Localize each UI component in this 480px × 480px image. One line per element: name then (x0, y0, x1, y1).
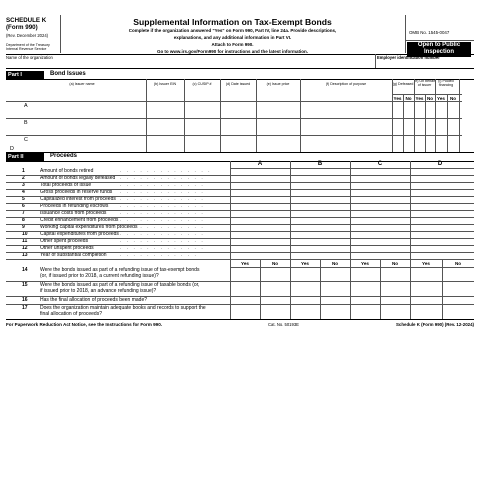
q14-text-line2: (or, if issued prior to 2018, a current refunding issue)? (40, 273, 159, 280)
line-text: Other unspent proceeds (40, 245, 94, 251)
c-yes: Yes (361, 261, 369, 266)
row-rule (6, 252, 474, 253)
row-rule (6, 189, 474, 190)
ein-divider (375, 54, 376, 68)
row-rule (6, 238, 474, 239)
line-text: Capital expenditures from proceeds (40, 231, 119, 237)
line-text: Total proceeds of issue (40, 182, 92, 188)
footer-notice: For Paperwork Reduction Act Notice, see the Instructions for Form 990. (6, 322, 163, 327)
issue-row-b: B (24, 120, 28, 126)
q14-text (40, 267, 199, 280)
yn-col-divider (410, 259, 411, 319)
d-yes: Yes (422, 261, 430, 266)
line-number: 4 (22, 189, 25, 195)
part1-col-divider (220, 79, 221, 152)
line-text: Amount of bonds retired (40, 168, 94, 174)
line-text: Issuance costs from proceeds (40, 210, 107, 216)
part2-bottom-rule (6, 319, 474, 320)
row-rule (6, 224, 474, 225)
yn-col-divider (230, 259, 231, 319)
yn-col-divider (290, 259, 291, 319)
line-number: 7 (22, 210, 25, 216)
line-text: Working capital expenditures from proceeds (40, 224, 138, 230)
line-number: 10 (22, 231, 28, 237)
q15-text-line2: if issued prior to 2018, an advance refunding issue)? (40, 288, 157, 295)
part2-col-d: D (437, 161, 443, 167)
part1-col-divider (392, 79, 393, 152)
amount-col-divider (350, 161, 351, 259)
q15-number: 15 (22, 282, 28, 288)
omb-divider (405, 40, 474, 41)
line-number: 8 (22, 217, 25, 223)
amount-col-divider (290, 161, 291, 259)
schedule-label: SCHEDULE K (6, 17, 47, 24)
line-text: Proceeds in refunding escrows (40, 203, 109, 209)
part1-tag: Part I (6, 71, 44, 79)
part1-col-divider (300, 79, 301, 152)
row-rule (6, 203, 474, 204)
yn-col-divider (380, 259, 381, 319)
defeased-no: No (405, 96, 412, 101)
line-text: Capitalized interest from proceeds (40, 196, 116, 202)
line-number: 5 (22, 196, 25, 202)
part1-col-divider (435, 79, 436, 152)
line-number: 13 (22, 252, 28, 258)
line-number: 11 (22, 238, 28, 244)
part1-col-divider (459, 79, 460, 152)
line-text: Other spent proceeds (40, 238, 89, 244)
col-issuer-ein: (b) Issuer EIN (153, 82, 177, 86)
row-rule (6, 259, 474, 260)
part2-col-c: C (377, 161, 383, 167)
part1-title: Bond Issues (50, 71, 86, 77)
issue-row-c: C (24, 137, 28, 143)
line-text: Year of substantial completion (40, 252, 107, 258)
row-rule (6, 245, 474, 246)
col-description: (f) Description of purpose (325, 82, 367, 86)
row-rule (6, 217, 474, 218)
line-number: 3 (22, 182, 25, 188)
row-rule (6, 196, 474, 197)
instruction-line4: Go to www.irs.gov/Form990 for instructions and the latest information. (156, 49, 309, 54)
b-no: No (331, 261, 339, 266)
q15-text-line1: Were the bonds issued as part of a refunding issue of taxable bonds (or, (40, 282, 200, 288)
part2-col-a: A (257, 161, 263, 167)
yn-col-divider (350, 259, 351, 319)
defeased-yes: Yes (393, 96, 402, 101)
onbehalf-no: No (426, 96, 434, 101)
a-no: No (271, 261, 279, 266)
ein-label: Employer identification number (377, 55, 440, 60)
onbehalf-yes: Yes (415, 96, 424, 101)
amount-col-divider (230, 161, 231, 259)
department-line2: Internal Revenue Service (6, 47, 47, 51)
yn-col-divider (260, 259, 261, 319)
omb-number: OMB No. 1545-0047 (409, 30, 450, 35)
form-title: Supplemental Information on Tax-Exempt Bonds (133, 17, 332, 27)
yn-col-divider (320, 259, 321, 319)
q17-number: 17 (22, 305, 28, 311)
col-date-issued: (d) Date issued (225, 82, 251, 86)
part1-col-divider (414, 79, 415, 152)
form-label: (Form 990) (6, 24, 38, 31)
org-name-label: Name of the organization (6, 55, 53, 60)
instruction-line3: Attach to Form 990. (211, 42, 254, 47)
line-number: 12 (22, 245, 28, 251)
line-text: Gross proceeds in reserve funds (40, 189, 113, 195)
pooled-yes: Yes (437, 96, 445, 101)
q16-number: 16 (22, 297, 28, 303)
q17-text-line1: Does the organization maintain adequate books and records to support the (40, 305, 206, 311)
q17-text-line2: final allocation of proceeds? (40, 311, 102, 318)
part1-col-divider (184, 79, 185, 152)
abcd-rule (230, 168, 474, 169)
dot-leaders: . . . . . . . . . . . . . . . . . . . . . . . . . . . . . . . . . . . . . . . . . . . . . . . . . . . . . . . . . . . . . . . . . . . . . . . . . . . . . . . . . . . . . . . . . . . . . . . . . . . . . . . . . . . . . . . . . . . . . . . . . . . . . . . . . . . . . . . . . . . . . . . . . . . . . . . . . . . . . . . . . . . . . . . . . (120, 168, 212, 258)
col-on-behalf: (h) On behalf of issuer (414, 79, 435, 87)
instruction-line1: Complete if the organization answered "Yes" on Form 990, Part IV, line 24a. Provide descriptions, (128, 28, 337, 33)
c-no: No (391, 261, 399, 266)
instruction-line2: explanations, and any additional information in Part VI. (173, 35, 292, 40)
line-number: 6 (22, 203, 25, 209)
col-defeased: (g) Defeased (392, 82, 414, 86)
q17-text (40, 305, 206, 318)
row-rule (6, 182, 474, 183)
line-text: Credit enhancement from proceeds (40, 217, 119, 223)
part1-col-divider (425, 94, 426, 152)
amount-col-divider (410, 161, 411, 259)
yn-col-divider (442, 259, 443, 319)
d-no: No (454, 261, 462, 266)
part2-tag: Part II (6, 153, 44, 161)
org-row-bottom-rule (6, 68, 474, 69)
inspection-line2: Inspection (423, 49, 454, 55)
a-yes: Yes (241, 261, 249, 266)
part1-header-rule (6, 79, 474, 80)
col-cusip: (c) CUSIP # (192, 82, 212, 86)
inspection-line1: Open to Public (417, 42, 461, 48)
footer-form-id: Schedule K (Form 990) (Rev. 12-2024) (395, 322, 474, 327)
line-number: 2 (22, 175, 25, 181)
q16-text: Has the final allocation of proceeds been made? (40, 297, 148, 303)
q14-number: 14 (22, 267, 28, 273)
revision-date: (Rev. December 2024) (6, 33, 49, 38)
issue-row-a: A (24, 103, 28, 109)
header-divider-right (405, 15, 406, 53)
part1-row-rule (6, 135, 462, 136)
part1-col-divider (146, 79, 147, 152)
pooled-no: No (449, 96, 457, 101)
yn-header-rule (230, 267, 474, 268)
row-rule (6, 210, 474, 211)
issue-row-d: D (10, 146, 14, 152)
department-line1: Department of the Treasury (6, 43, 50, 47)
q15-text (40, 282, 199, 295)
part2-col-b: B (317, 161, 323, 167)
row-rule (6, 231, 474, 232)
part1-row-rule (6, 118, 462, 119)
col-pooled: (i) Pooled financing (438, 79, 454, 87)
row-rule (6, 175, 474, 176)
part1-row-rule (6, 101, 462, 102)
part1-col-divider (447, 94, 448, 152)
part1-col-divider (256, 79, 257, 152)
col-issue-price: (e) Issue price (266, 82, 290, 86)
line-number: 9 (22, 224, 25, 230)
q14-text-line1: Were the bonds issued as part of a refunding issue of tax-exempt bonds (40, 267, 200, 273)
b-yes: Yes (301, 261, 309, 266)
part2-title: Proceeds (50, 153, 78, 159)
line-text: Amount of bonds legally defeased (40, 175, 116, 181)
col-issuer-name: (a) Issuer name (69, 82, 95, 86)
footer-cat-number: Cat. No. 50193E (268, 322, 299, 327)
line-number: 1 (22, 168, 25, 174)
part1-col-divider (403, 94, 404, 152)
